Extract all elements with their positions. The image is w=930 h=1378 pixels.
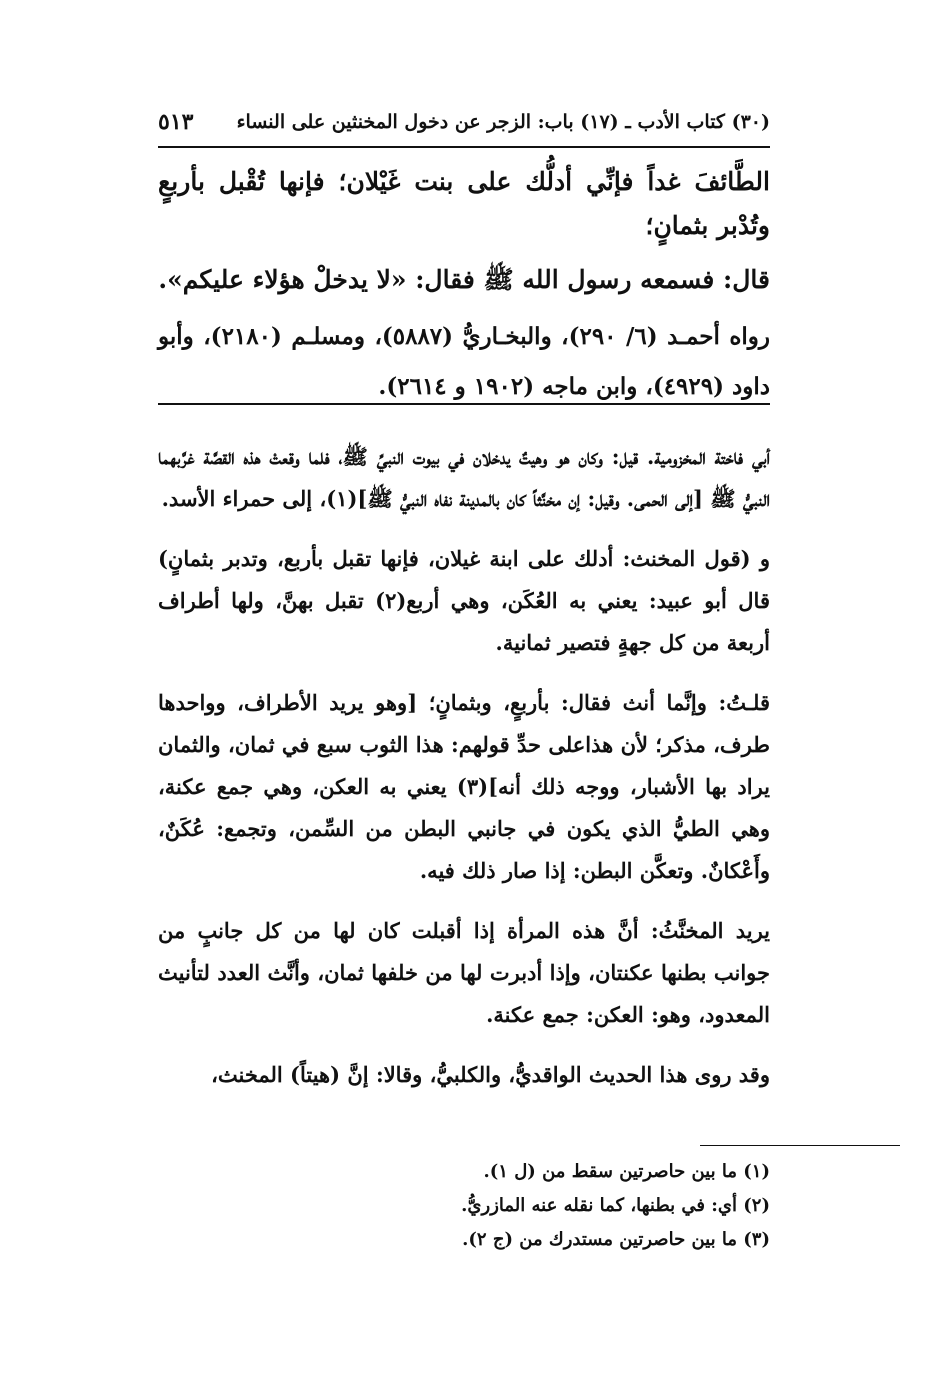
hadith-line-1: الطَّائفَ غداً فإنِّي أدلُّك على بنت غَيْلان؛ فإنها تُقْبل بأربعٍ وتُدْبر بثمانٍ؛ [158,167,770,240]
header-rule [158,146,770,148]
hadith-source: رواه أحمـد (٦/ ٢٩٠)، والبخـاريُّ (٥٨٨٧)، ومسلـم (٢١٨٠)، وأبو داود (٤٩٢٩)، وابن ماجه (١٩٠٢ و ٢٦١٤). [158,323,770,400]
footnotes [400,1155,770,1257]
commentary-paragraph-3: قلـتُ: وإنَّما أنث فقال: بأربعٍ، وبثمانٍ؛ [وهو يريد الأطراف، وواحدها طرف، مذكر؛ لأن هذاعلى حدِّ قولهم: هذا الثوب سبع في ثمان، والثمان يراد بها الأشبار، ووجه ذلك أنه](٣) يعني به العكن، وهي جمع عكنة، وهي الطيُّ الذي يكون في جانبي البطن من السِّمن، وتجمع: عُكَنٌ، وأَعْكانٌ. وتعكَّن البطن: إذا صار ذلك فيه. [158,690,771,883]
footnote-divider [700,1145,900,1146]
footnote-1: (١) ما بين حاصرتين سقط من (ل ١). [483,1161,770,1182]
footnote-3: (٣) ما بين حاصرتين مستدرك من (ج ٢). [462,1229,770,1250]
hadith-line-2: قال: فسمعه رسول الله ﷺ فقال: «لا يدخلْ هؤلاء عليكم». [158,265,770,294]
page-number: ٥١٣ [158,109,194,135]
hadith-text [158,160,770,422]
commentary-paragraph-1: أبي فاختة المخزومية. قيل: وكان هو وهيتٌ يدخلان في بيوت النبيِّ ﷺ، فلما وقعتْ هذه القصَّة غرَّبهما النبيُّ ﷺ [إلى الحمى. وقيل: إن مخنَّثاً كان بالمدينة نفاه النبيُّ ﷺ](١)، إلى حمراء الأسد. [158,444,770,511]
commentary-text [158,436,770,1114]
footnote-2: (٢) أي: في بطنها، كما نقله عنه المازريُّ. [461,1195,770,1216]
commentary-paragraph-5: وقد روى هذا الحديث الواقديُّ، والكلبيُّ، وقالا: إنَّ (هيتاً) المخنث، [211,1062,770,1087]
section-divider [158,403,770,405]
page-header [158,102,770,142]
commentary-paragraph-4: يريد المخنَّثُ: أنَّ هذه المرأة إذا أقبلت كان لها من كل جانبٍ من جوانب بطنها عكنتان، وإذا أدبرت لها من خلفها ثمان، وأنَّث العدد لتأنيث المعدود، وهو: العكن: جمع عكنة. [158,918,770,1027]
commentary-paragraph-2: و (قول المخنث: أدلك على ابنة غيلان، فإنها تقبل بأربع، وتدبر بثمانٍ) قال أبو عبيد: يعني به العُكَن، وهي أربع(٢) تقبل بهنَّ، ولها أطراف أربعة من كل جهةٍ فتصير ثمانية. [158,546,770,655]
running-title: (٣٠) كتاب الأدب ـ (١٧) باب: الزجر عن دخول المخنثين على النساء [236,111,770,133]
